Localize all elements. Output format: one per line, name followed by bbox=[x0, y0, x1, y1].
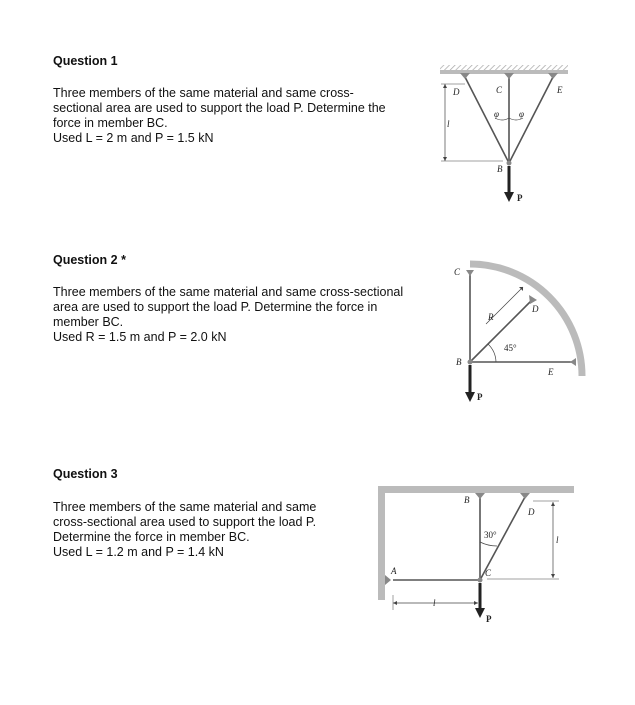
label-p: P bbox=[486, 614, 492, 624]
curved-support bbox=[470, 264, 582, 376]
label-b: B bbox=[456, 357, 462, 367]
label-d: D bbox=[532, 304, 539, 314]
joint-b bbox=[468, 360, 473, 365]
question-1-title: Question 1 bbox=[53, 54, 118, 68]
load-p-arrowhead-icon bbox=[465, 392, 475, 402]
label-e: E bbox=[548, 367, 554, 377]
question-2-title: Question 2 * bbox=[53, 253, 126, 267]
question-2-line-1: Three members of the same material and same cross-sectional bbox=[53, 285, 404, 299]
load-p-arrowhead-icon bbox=[475, 608, 485, 618]
ceiling bbox=[378, 486, 574, 493]
question-2-text bbox=[53, 285, 403, 345]
label-b: B bbox=[497, 164, 503, 174]
support-e-icon bbox=[548, 73, 558, 79]
question-1-line-1: Three members of the same material and same cross- bbox=[53, 86, 354, 100]
label-phi-left: φ bbox=[494, 109, 499, 119]
label-r: R bbox=[488, 312, 494, 322]
question-3-text bbox=[53, 500, 316, 560]
question-1-line-4: Used L = 2 m and P = 1.5 kN bbox=[53, 131, 214, 145]
joint-c bbox=[478, 578, 483, 583]
label-d: D bbox=[453, 87, 460, 97]
label-c: C bbox=[496, 85, 503, 95]
question-2-figure bbox=[452, 258, 597, 406]
label-angle-30: 30° bbox=[484, 530, 497, 540]
support-d-icon bbox=[460, 73, 470, 79]
label-l-horizontal: l bbox=[433, 598, 436, 608]
question-3-line-1: Three members of the same material and same bbox=[53, 500, 317, 514]
label-b: B bbox=[464, 495, 470, 505]
angle-45-arc bbox=[488, 344, 496, 362]
question-1-line-3: force in member BC. bbox=[53, 116, 168, 130]
label-p: P bbox=[477, 392, 483, 402]
question-1-line-2: sectional area are used to support the load P. Determine the bbox=[53, 101, 386, 115]
question-2-line-2: area are used to support the load P. Determine the force in bbox=[53, 300, 378, 314]
label-c: C bbox=[454, 267, 461, 277]
support-d-icon bbox=[529, 295, 537, 304]
left-wall bbox=[378, 486, 385, 600]
support-d-icon bbox=[520, 493, 530, 499]
question-3-line-4: Used L = 1.2 m and P = 1.4 kN bbox=[53, 545, 224, 559]
support-e-icon bbox=[570, 358, 576, 366]
question-1-text bbox=[53, 86, 386, 146]
question-3-figure bbox=[375, 480, 575, 630]
question-3-title: Question 3 bbox=[53, 467, 118, 481]
question-3-line-2: cross-sectional area used to support the load P. bbox=[53, 515, 317, 529]
label-angle-45: 45° bbox=[504, 343, 517, 353]
label-l-vertical: l bbox=[556, 535, 559, 545]
support-b-icon bbox=[475, 493, 485, 499]
label-p: P bbox=[517, 193, 523, 203]
label-e: E bbox=[557, 85, 563, 95]
angle-30-arc bbox=[480, 542, 497, 546]
support-c-icon bbox=[504, 73, 514, 79]
label-a: A bbox=[391, 566, 397, 576]
joint-b bbox=[507, 161, 512, 166]
label-c: C bbox=[485, 568, 492, 578]
label-phi-right: φ bbox=[519, 109, 524, 119]
support-a-icon bbox=[385, 575, 391, 585]
question-2-line-4: Used R = 1.5 m and P = 2.0 kN bbox=[53, 330, 227, 344]
question-2-line-3: member BC. bbox=[53, 315, 124, 329]
question-3-line-3: Determine the force in member BC. bbox=[53, 530, 250, 544]
label-l: l bbox=[447, 119, 450, 129]
label-d: D bbox=[528, 507, 535, 517]
load-p-arrowhead-icon bbox=[504, 192, 514, 202]
support-c-icon bbox=[466, 270, 474, 276]
question-1-figure bbox=[437, 60, 577, 208]
